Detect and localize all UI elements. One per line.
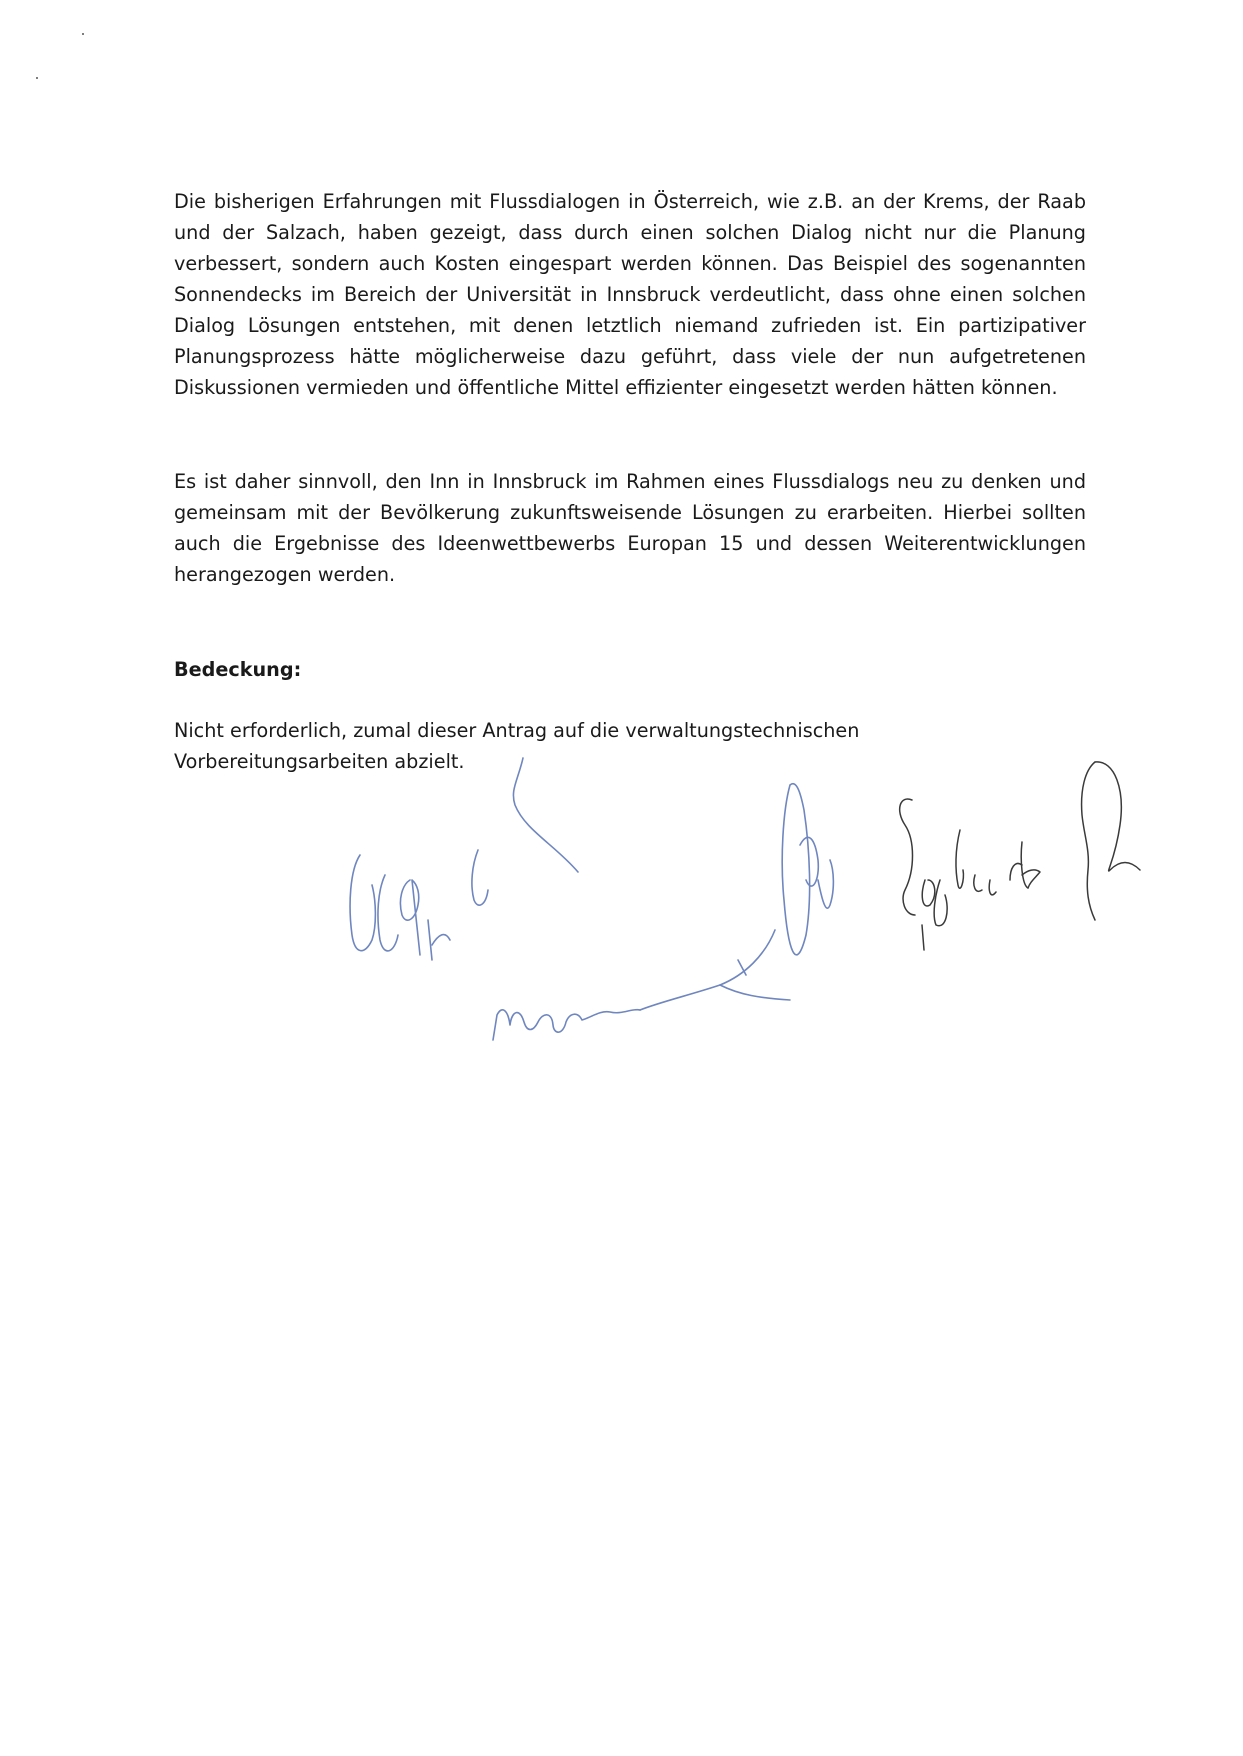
body-paragraph-2: Es ist daher sinnvoll, den Inn in Innsbruck im Rahmen eines Flussdialogs neu zu denken und gemeinsam mit der Bevölkerung zukunftsweisende Lösungen zu erarbeiten. Hierbei sollten auch die Ergebnisse des Ideenwettbewerbs Europan 15 und dessen Weiterentwicklungen herangezogen werden. <box>174 470 1086 586</box>
scan-speck <box>82 33 84 35</box>
body-paragraph-1: Die bisherigen Erfahrungen mit Flussdialogen in Österreich, wie z.B. an der Krems, der Raab und der Salzach, haben gezeigt, dass durch einen solchen Dialog nicht nur die Planung verbessert, sondern auch Kosten eingespart werden können. Das Beispiel des sogenannten Sonnendecks im Bereich der Universität in Innsbruck verdeutlicht, dass ohne einen solchen Dialog Lösungen entstehen, mit denen letztlich niemand zufrieden ist. Ein partizipativer Planungsprozess hätte möglicherweise dazu geführt, dass viele der nun aufgetretenen Diskussionen vermieden und öffentliche Mittel effizienter eingesetzt werden hätten können. <box>174 190 1086 399</box>
signature-2 <box>493 784 833 1040</box>
signature-1 <box>350 758 578 960</box>
closing-line-1: Nicht erforderlich, zumal dieser Antrag auf die verwaltungstechnischen <box>174 719 860 742</box>
closing-line-2: Vorbereitungsarbeiten abzielt. <box>174 750 465 773</box>
closing-paragraph <box>174 715 1086 777</box>
section-heading-bedeckung: Bedeckung: <box>174 658 302 681</box>
signature-3 <box>900 762 1140 950</box>
scan-speck <box>36 77 38 79</box>
